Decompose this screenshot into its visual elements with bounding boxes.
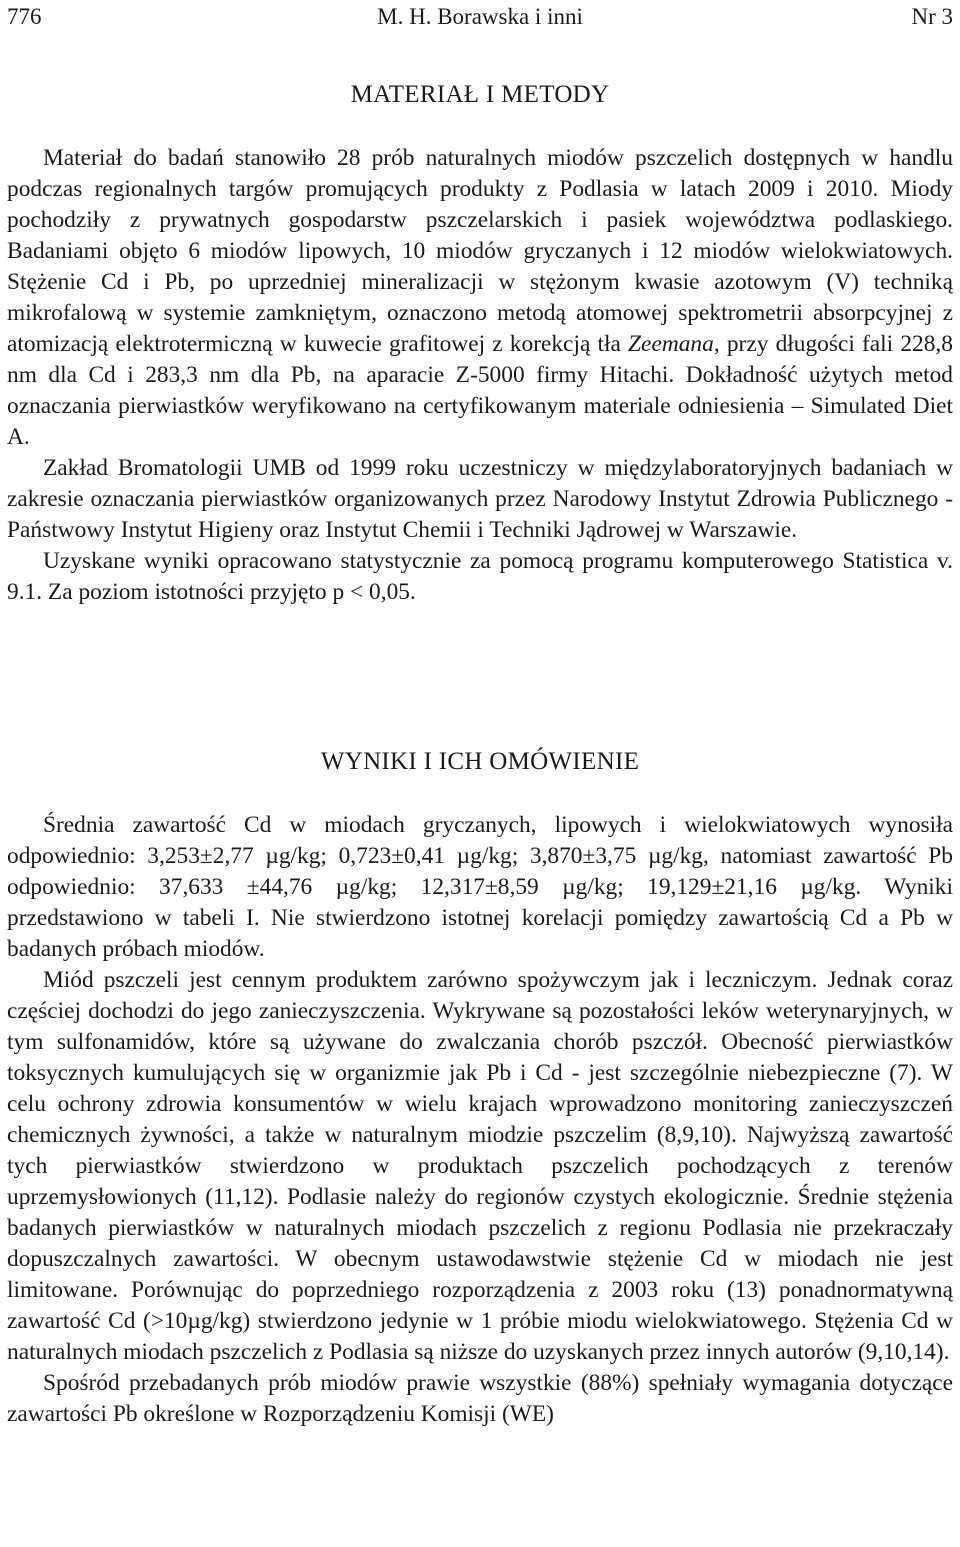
methods-paragraph-1-text: Materiał do badań stanowiło 28 prób naturalnych miodów pszczelich dostępnych w handlu podczas regionalnych targów promujących produkty z Podlasia w latach 2009 i 2010. Miody pochodziły z prywatnych gospodarstw pszczelarskich i pasiek województwa podlaskiego. Badaniami objęto 6 miodów lipowych, 10 miodów gryczanych i 12 miodów wielokwiatowych. Stężenie Cd i Pb, po uprzedniej mineralizacji w stężonym kwasie azotowym (V) techniką mikrofalową w systemie zamkniętym, oznaczono metodą atomowej spektrometrii absorpcyjnej z atomizacją elektrotermiczną w kuwecie grafitowej z korekcją tła: [7, 145, 953, 357]
section-heading-methods: MATERIAŁ I METODY: [350, 81, 610, 108]
methods-paragraph-3: Uzyskane wyniki opracowano statystycznie za pomocą programu komputerowego Statistica v. 9.1. Za poziom istotności przyjęto p < 0,05.: [7, 548, 953, 605]
issue-number: Nr 3: [911, 4, 953, 29]
results-paragraph-2: Miód pszczeli jest cennym produktem zarówno spożywczym jak i leczniczym. Jednak coraz częściej dochodzi do jego zanieczyszczenia. Wykrywane są pozostałości leków weterynaryjnych, w tym sulfonamidów, które są używane do zwalczania chorób pszczół. Obecność pierwiastków toksycznych kumulujących się w organizmie jak Pb i Cd - jest szczególnie niebezpieczne (7). W celu ochrony zdrowia konsumentów w wielu krajach wprowadzono monitoring zanieczyszczeń chemicznych żywności, a także w naturalnym miodzie pszczelim (8,9,10). Najwyższą zawartość tych pierwiastków stwierdzono w produktach pszczelich pochodzących z terenów uprzemysłowionych (11,12). Podlasie należy do regionów czystych ekologicznie. Średnie stężenia badanych pierwiastków w naturalnych miodach pszczelich z regionu Podlasia nie przekraczały dopuszczalnych zawartości. W obecnym ustawodawstwie stężenie Cd w miodach nie jest limitowane. Porównując do poprzedniego rozporządzenia z 2003 roku (13) ponadnormatywną zawartość Cd (>10µg/kg) stwierdzono jedynie w 1 próbie miodu wielokwiatowego. Stężenia Cd w naturalnych miodach pszczelich z Podlasia są niższe do uzyskanych przez innych autorów (9,10,14).: [7, 967, 953, 1365]
results-section-body: [7, 810, 953, 1430]
methods-paragraph-1-end: , przy długości fali 228,8 nm dla Cd i 283,3 nm dla Pb, na aparacie Z-5000 firmy Hitachi. Dokładność użytych metod oznaczania pierwiastków weryfikowano na certyfikowanym materiale odniesienia – Simulated Diet A.: [7, 331, 953, 450]
methods-paragraph-1-italic: Zeemana: [628, 331, 714, 357]
methods-section-body: [7, 143, 953, 608]
methods-paragraph-1: [7, 143, 953, 453]
results-paragraph-1: Średnia zawartość Cd w miodach gryczanych, lipowych i wielokwiatowych wynosiła odpowiednio: 3,253±2,77 µg/kg; 0,723±0,41 µg/kg; 3,870±3,75 µg/kg, natomiast zawartość Pb odpowiednio: 37,633 ±44,76 µg/kg; 12,317±8,59 µg/kg; 19,129±21,16 µg/kg. Wyniki przedstawiono w tabeli I. Nie stwierdzono istotnej korelacji pomiędzy zawartością Cd a Pb w badanych próbach miodów.: [7, 812, 953, 962]
methods-paragraph-2: Zakład Bromatologii UMB od 1999 roku uczestniczy w międzylaboratoryjnych badaniach w zakresie oznaczania pierwiastków organizowanych przez Narodowy Instytut Zdrowia Publicznego - Państwowy Instytut Higieny oraz Instytut Chemii i Techniki Jądrowej w Warszawie.: [7, 455, 953, 543]
section-heading-results: WYNIKI I ICH OMÓWIENIE: [320, 748, 640, 775]
page-number: 776: [7, 4, 42, 29]
results-paragraph-3: Spośród przebadanych prób miodów prawie wszystkie (88%) spełniały wymagania dotyczące zawartości Pb określone w Rozporządzeniu Komisji (WE): [7, 1370, 953, 1427]
running-authors: M. H. Borawska i inni: [377, 4, 583, 29]
running-header: [7, 0, 953, 34]
